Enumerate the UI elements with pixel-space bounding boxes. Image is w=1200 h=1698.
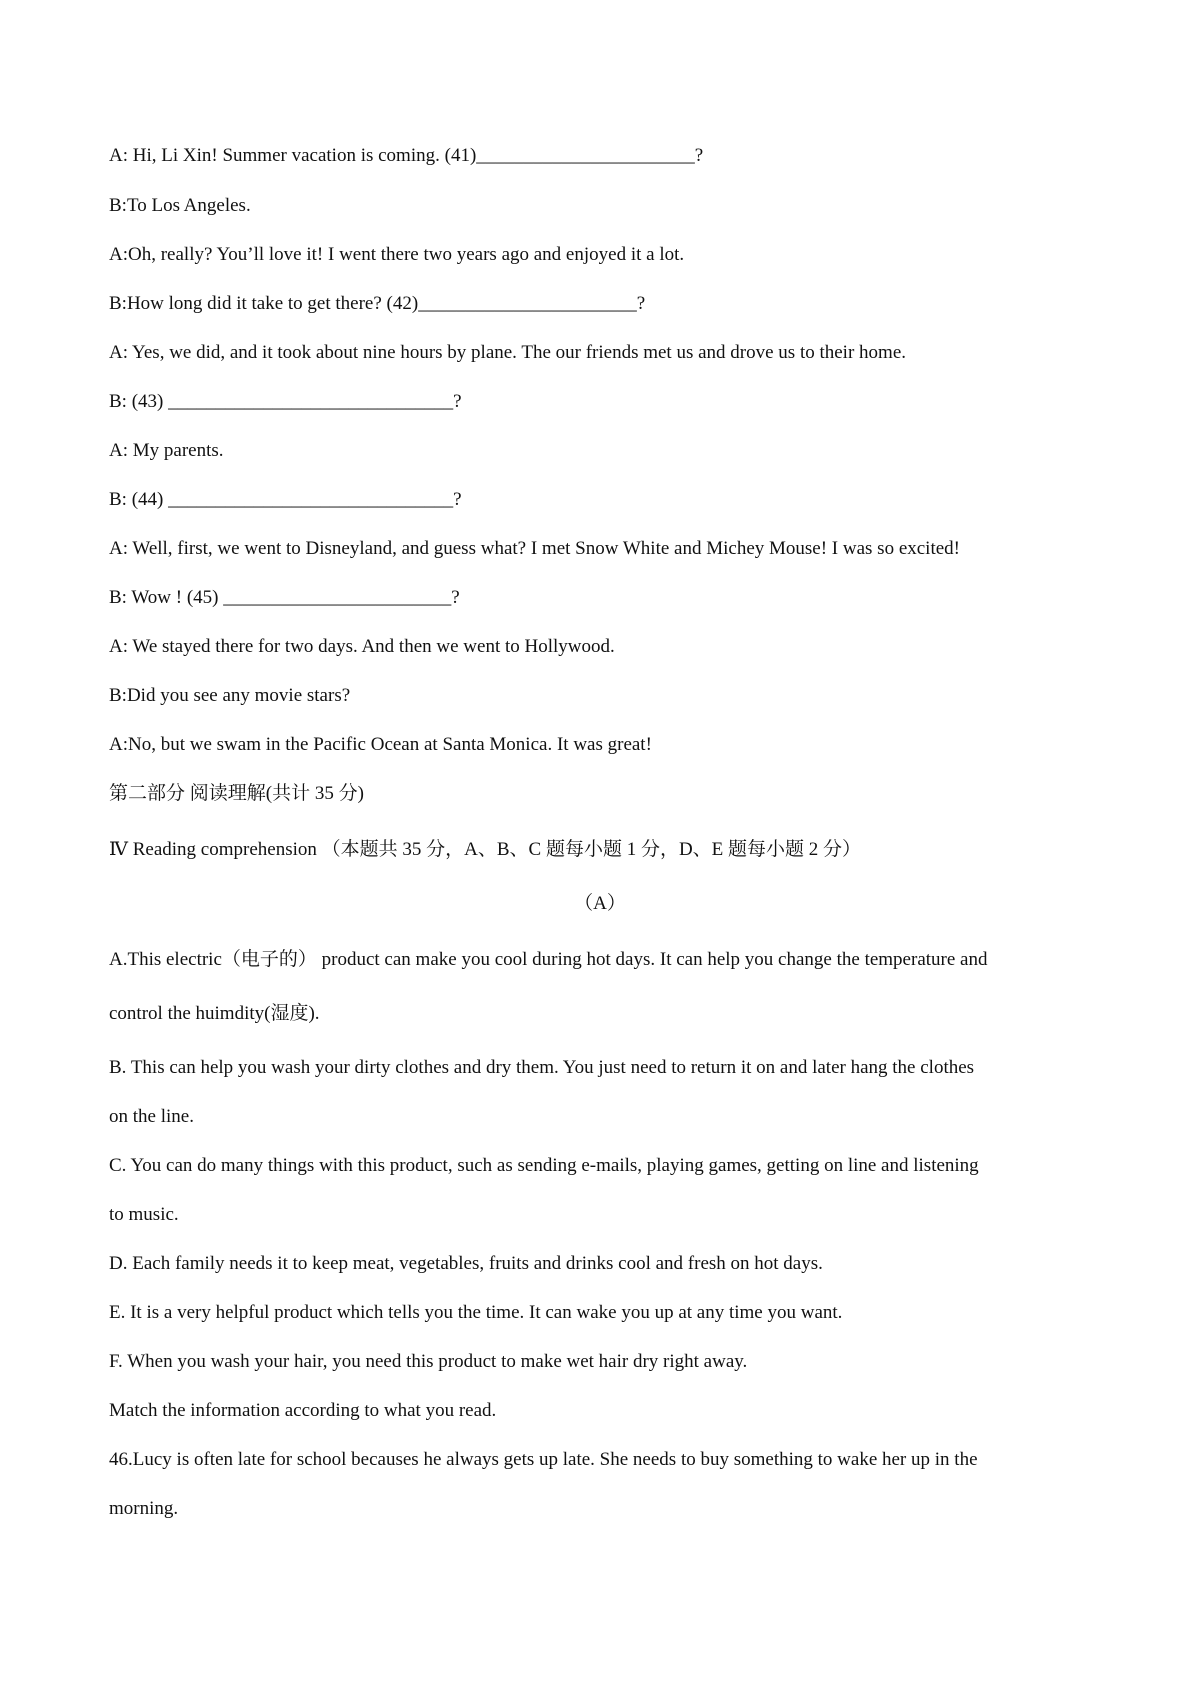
dialogue-line-13: A:No, but we swam in the Pacific Ocean at Santa Monica. It was great! — [109, 734, 652, 755]
passage-a-line-2: control the huimdity(湿度). — [109, 1003, 320, 1024]
passage-b-line-1: B. This can help you wash your dirty clothes and dry them. You just need to return it on and later hang the clothes — [109, 1057, 975, 1078]
section-title: 第二部分 阅读理解(共计 35 分) — [109, 783, 364, 804]
passage-a-line-1: A.This electric（电子的） product can make you cool during hot days. It can help you change the temperature and — [109, 949, 988, 970]
dialogue-line-6: B: (43) ______________________________? — [109, 391, 462, 412]
question-46-line-2: morning. — [109, 1498, 179, 1519]
dialogue-line-11: A: We stayed there for two days. And then we went to Hollywood. — [109, 636, 615, 657]
dialogue-line-9: A: Well, first, we went to Disneyland, and guess what? I met Snow White and Michey Mouse! I was so excited! — [109, 538, 961, 559]
question-46-line-1: 46.Lucy is often late for school becauses he always gets up late. She needs to buy something to wake her up in the — [109, 1449, 978, 1470]
dialogue-line-2: B:To Los Angeles. — [109, 195, 251, 216]
dialogue-line-3: A:Oh, really? You’ll love it! I went there two years ago and enjoyed it a lot. — [109, 244, 685, 265]
dialogue-line-12: B:Did you see any movie stars? — [109, 685, 351, 706]
passage-c-line-1: C. You can do many things with this product, such as sending e-mails, playing games, getting on line and listening — [109, 1155, 979, 1176]
dialogue-line-4: B:How long did it take to get there? (42)_______________________? — [109, 293, 646, 314]
instruction: Match the information according to what you read. — [109, 1400, 497, 1421]
dialogue-line-1: A: Hi, Li Xin! Summer vacation is coming. (41)_______________________? — [109, 145, 704, 166]
dialogue-line-10: B: Wow ! (45) ________________________? — [109, 587, 460, 608]
dialogue-line-7: A: My parents. — [109, 440, 224, 461]
dialogue-line-8: B: (44) ______________________________? — [109, 489, 462, 510]
passage-e-line: E. It is a very helpful product which tells you the time. It can wake you up at any time you want. — [109, 1302, 843, 1323]
passage-c-line-2: to music. — [109, 1204, 179, 1225]
part-label: （A） — [574, 893, 626, 914]
passage-d-line: D. Each family needs it to keep meat, vegetables, fruits and drinks cool and fresh on hot days. — [109, 1253, 823, 1274]
section-heading: Ⅳ Reading comprehension （本题共 35 分，A、B、C 题每小题 1 分，D、E 题每小题 2 分） — [109, 839, 862, 860]
passage-f-line: F. When you wash your hair, you need this product to make wet hair dry right away. — [109, 1351, 748, 1372]
passage-b-line-2: on the line. — [109, 1106, 194, 1127]
dialogue-line-5: A: Yes, we did, and it took about nine hours by plane. The our friends met us and drove us to their home. — [109, 342, 906, 363]
